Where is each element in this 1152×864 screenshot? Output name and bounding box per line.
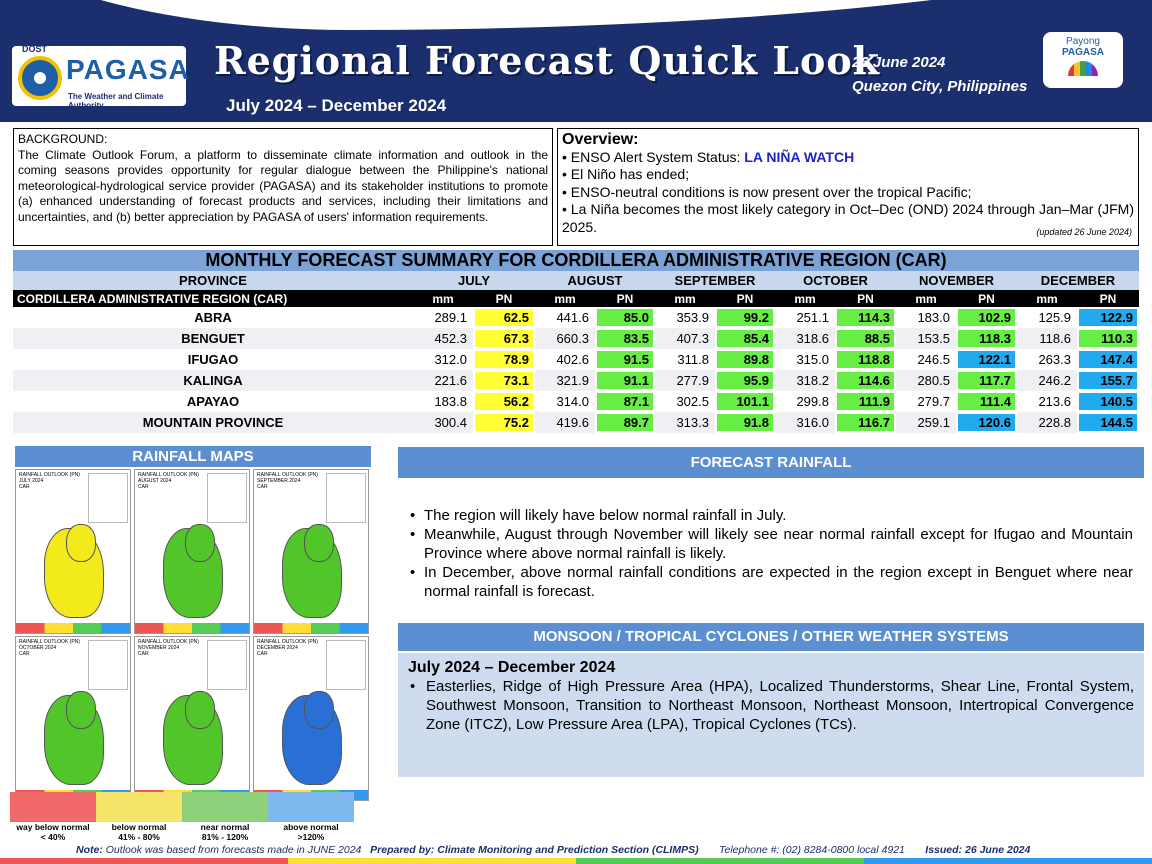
- background-text: The Climate Outlook Forum, a platform to disseminate climate information and outlook in the coming seasons provides opportunity for regular dialogue between the Philippine's national meteorological-hydrological service provider (PAGASA) and its stakeholder institutions to promote (a) enhanced understanding of forecast products and services, including their limitations and uncertainties, and (b) better appreciation by PAGASA of users' information requirements.: [18, 147, 548, 224]
- rainfall-map-title: RAINFALL OUTLOOK (PN) DECEMBER 2024 CAR: [257, 639, 318, 657]
- month-header: OCTOBER: [775, 271, 896, 290]
- rainfall-pn-cell: [956, 391, 1017, 412]
- agency-name: PAGASA: [66, 54, 190, 85]
- rainfall-pn-cell: [595, 349, 655, 370]
- rainfall-pn-cell: [1077, 307, 1139, 328]
- payong-label: Payong: [1066, 36, 1100, 47]
- pagasa-seal-icon: [18, 56, 62, 100]
- map-color-bar: [135, 623, 249, 633]
- rainfall-mm: 299.8: [796, 394, 829, 409]
- forecast-rainfall-item: • In December, above normal rainfall conditions are expected in the region except in Benguet where near normal rainfall is forecast.: [408, 563, 1133, 601]
- rainfall-mm: 246.5: [917, 352, 950, 367]
- region-label: CORDILLERA ADMINISTRATIVE REGION (CAR): [13, 290, 413, 307]
- philippines-inset-map: [326, 640, 366, 690]
- table-row: [13, 412, 1139, 433]
- rainfall-mm: 318.6: [775, 328, 835, 349]
- month-header: JULY: [413, 271, 535, 290]
- province-name: APAYAO: [186, 394, 240, 409]
- rainfall-pn: 62.5: [475, 309, 533, 326]
- rainfall-pn-cell: [956, 370, 1017, 391]
- mm-header: mm: [655, 290, 715, 307]
- rainfall-pn: 83.5: [597, 330, 653, 347]
- page-title: Regional Forecast Quick Look: [214, 38, 881, 83]
- rainfall-map: [15, 469, 131, 634]
- header-swoosh: [0, 0, 1152, 30]
- rainfall-map-title: RAINFALL OUTLOOK (PN) NOVEMBER 2024 CAR: [138, 639, 199, 657]
- background-label: BACKGROUND:: [18, 132, 108, 146]
- legend-category: near normal: [200, 822, 250, 832]
- overview-item: • ENSO-neutral conditions is now present over the tropical Pacific;: [562, 183, 972, 200]
- rainfall-pn: 116.7: [837, 414, 894, 431]
- province-name: BENGUET: [13, 328, 413, 349]
- rainfall-mm: 419.6: [535, 412, 595, 433]
- legend-category: below normal: [111, 822, 167, 832]
- rainfall-pn-cell: [835, 370, 896, 391]
- forecast-rainfall-title: FORECAST RAINFALL: [398, 447, 1144, 478]
- rainfall-maps-title: RAINFALL MAPS: [15, 446, 371, 467]
- rainfall-pn: 144.5: [1079, 414, 1137, 431]
- legend-swatch: [96, 792, 182, 822]
- rainfall-mm: 313.3: [655, 412, 715, 433]
- pn-header: PN: [956, 290, 1017, 307]
- month-header: AUGUST: [535, 271, 655, 290]
- legend-swatch: [268, 792, 354, 822]
- region-shape: [304, 524, 334, 562]
- rainfall-mm: 259.1: [896, 412, 956, 433]
- mm-header: mm: [535, 290, 595, 307]
- pn-header: PN: [473, 290, 535, 307]
- rainfall-pn: 88.5: [837, 330, 894, 347]
- rainfall-pn: 101.1: [717, 393, 773, 410]
- pn-header: PN: [835, 290, 896, 307]
- mm-header: mm: [413, 290, 473, 307]
- footer-telephone: Telephone #: (02) 8284-0800 local 4921: [719, 844, 905, 856]
- region-shape: [304, 691, 334, 729]
- rainfall-mm: 660.3: [535, 328, 595, 349]
- rainfall-mm: 314.0: [556, 394, 589, 409]
- rainfall-pn: 111.9: [837, 393, 894, 410]
- rainfall-mm: 318.2: [775, 370, 835, 391]
- rainfall-mm: 251.1: [796, 310, 829, 325]
- rainfall-pn: 147.4: [1079, 351, 1137, 368]
- table-row: [13, 391, 1139, 412]
- rainfall-pn-cell: [595, 412, 655, 433]
- rainfall-mm: 302.5: [676, 394, 709, 409]
- legend-swatch: [10, 792, 96, 822]
- rainfall-map: [134, 636, 250, 801]
- monsoon-title: MONSOON / TROPICAL CYCLONES / OTHER WEATHER SYSTEMS: [398, 623, 1144, 651]
- overview-updated: (updated 26 June 2024): [1036, 226, 1132, 237]
- province-name: ABRA: [194, 310, 232, 325]
- region-shape: [185, 524, 215, 562]
- rainfall-pn: 111.4: [958, 393, 1015, 410]
- overview-item: • El Niño has ended;: [562, 166, 690, 182]
- rainfall-pn-cell: [835, 328, 896, 349]
- rainfall-mm: 246.2: [1017, 370, 1077, 391]
- rainfall-mm: 407.3: [655, 328, 715, 349]
- legend-label: [10, 822, 96, 842]
- rainfall-mm: 277.9: [655, 370, 715, 391]
- footer-issued: Issued: 26 June 2024: [925, 844, 1031, 856]
- mm-header: mm: [775, 290, 835, 307]
- rainfall-pn-cell: [473, 349, 535, 370]
- issue-date: 26 June 2024: [852, 54, 946, 71]
- table-row: [13, 370, 1139, 391]
- rainfall-mm: 125.9: [1038, 310, 1071, 325]
- rainfall-mm: 311.8: [677, 352, 709, 367]
- rainfall-pn: 56.2: [475, 393, 533, 410]
- table-row: [13, 328, 1139, 349]
- rainfall-pn: 102.9: [958, 309, 1015, 326]
- rainfall-pn: 85.0: [597, 309, 653, 326]
- rainfall-pn-cell: [1077, 370, 1139, 391]
- footer-color-stripe: [0, 858, 1152, 864]
- region-shape: [66, 691, 96, 729]
- legend-category: way below normal: [16, 822, 90, 832]
- rainfall-mm: 315.0: [796, 352, 829, 367]
- rainfall-mm: 183.0: [917, 310, 950, 325]
- rainfall-pn-cell: [835, 307, 896, 328]
- rainfall-pn: 89.7: [597, 414, 653, 431]
- forecast-period: July 2024 – December 2024: [226, 96, 447, 115]
- rainfall-pn: 89.8: [717, 351, 773, 368]
- rainfall-mm: 452.3: [413, 328, 473, 349]
- rainfall-mm: 280.5: [896, 370, 956, 391]
- mm-header: mm: [896, 290, 956, 307]
- overview-box: [557, 128, 1139, 246]
- province-name: IFUGAO: [187, 352, 239, 367]
- rainfall-map-title: RAINFALL OUTLOOK (PN) OCTOBER 2024 CAR: [19, 639, 80, 657]
- province-header: PROVINCE: [13, 271, 413, 290]
- monsoon-period: July 2024 – December 2024: [408, 659, 616, 676]
- rainfall-pn-cell: [956, 328, 1017, 349]
- legend-range: < 40%: [40, 832, 66, 842]
- legend-range: 81% - 120%: [201, 832, 249, 842]
- rainfall-pn: 118.3: [958, 330, 1015, 347]
- rainfall-pn-cell: [835, 412, 896, 433]
- philippines-inset-map: [207, 473, 247, 523]
- month-header: SEPTEMBER: [655, 271, 775, 290]
- rainfall-pn: 91.5: [597, 351, 653, 368]
- rainfall-mm: 228.8: [1017, 412, 1077, 433]
- rainfall-pn-cell: [473, 328, 535, 349]
- rainfall-map: [15, 636, 131, 801]
- province-name: MOUNTAIN PROVINCE: [13, 412, 413, 433]
- rainfall-pn-cell: [595, 307, 655, 328]
- rainfall-map: [134, 469, 250, 634]
- enso-status-label: • ENSO Alert System Status:: [562, 148, 741, 165]
- pn-header: PN: [595, 290, 655, 307]
- legend-swatch: [182, 792, 268, 822]
- rainfall-pn-cell: [595, 370, 655, 391]
- mm-header: mm: [1017, 290, 1077, 307]
- rainfall-pn: 117.7: [958, 372, 1015, 389]
- summary-title: MONTHLY FORECAST SUMMARY FOR CORDILLERA ADMINISTRATIVE REGION (CAR): [13, 250, 1139, 271]
- map-color-bar: [16, 623, 130, 633]
- region-shape: [66, 524, 96, 562]
- payong-pagasa-label: PAGASA: [1061, 47, 1105, 58]
- forecast-rainfall-item: • Meanwhile, August through November will likely see near normal rainfall except for Ifugao and Mountain Province where above normal rainfall is likely.: [408, 525, 1133, 563]
- province-name: KALINGA: [13, 370, 413, 391]
- rainfall-mm: 441.6: [556, 310, 589, 325]
- month-header: DECEMBER: [1017, 271, 1139, 290]
- rainfall-pn: 85.4: [717, 330, 773, 347]
- rainfall-mm: 118.6: [1017, 328, 1077, 349]
- rainfall-pn: 140.5: [1079, 393, 1137, 410]
- rainfall-pn-cell: [715, 370, 775, 391]
- philippines-inset-map: [326, 473, 366, 523]
- rainfall-mm: 221.6: [413, 370, 473, 391]
- rainfall-map-title: RAINFALL OUTLOOK (PN) AUGUST 2024 CAR: [138, 472, 199, 490]
- rainfall-pn: 114.6: [837, 372, 894, 389]
- rainfall-mm: 402.6: [556, 352, 589, 367]
- overview-item: • La Niña becomes the most likely category in Oct–Dec (OND) 2024 through Jan–Mar (JFM) 2025.: [562, 201, 1134, 235]
- agency-tagline: The Weather and Climate Authority: [68, 92, 164, 110]
- monsoon-systems: • Easterlies, Ridge of High Pressure Area (HPA), Localized Thunderstorms, Shear Line, Frontal System, Southwest Monsoon, Transition to Northeast Monsoon, Northeast Monsoon, Intertropical Convergence Zone (ITCZ), Low Pressure Area (LPA), Tropical Cyclones (TCs).: [408, 677, 1134, 734]
- rainfall-map-title: RAINFALL OUTLOOK (PN) SEPTEMBER 2024 CAR: [257, 472, 318, 490]
- rainfall-pn-cell: [473, 307, 535, 328]
- rainfall-mm: 213.6: [1038, 394, 1071, 409]
- footer-note: Outlook was based from forecasts made in JUNE 2024: [105, 844, 362, 856]
- rainfall-pn: 75.2: [475, 414, 533, 431]
- pagasa-logo: [10, 44, 188, 108]
- rainfall-pn: 91.1: [597, 372, 653, 389]
- region-shape: [185, 691, 215, 729]
- rainfall-pn-cell: [715, 328, 775, 349]
- footer: [76, 844, 1030, 856]
- rainfall-mm: 321.9: [535, 370, 595, 391]
- background-box: [13, 128, 553, 246]
- rainfall-pn: 114.3: [837, 309, 894, 326]
- forecast-summary-table: [13, 271, 1139, 433]
- rainfall-pn-cell: [595, 391, 655, 412]
- umbrella-icon: [1068, 61, 1098, 76]
- rainfall-pn-cell: [835, 349, 896, 370]
- rainfall-pn: 67.3: [475, 330, 533, 347]
- footer-prepared: Prepared by: Climate Monitoring and Prediction Section (CLIMPS): [370, 844, 699, 856]
- rainfall-pn: 87.1: [597, 393, 653, 410]
- rainfall-mm: 263.3: [1038, 352, 1071, 367]
- forecast-rainfall-list: [408, 506, 1133, 601]
- pn-header: PN: [1077, 290, 1139, 307]
- enso-status-value: LA NIÑA WATCH: [744, 148, 855, 165]
- rainfall-map: [253, 636, 369, 801]
- dost-label: DOST: [22, 44, 48, 54]
- rainfall-pn-cell: [715, 307, 775, 328]
- legend-label: [268, 822, 354, 842]
- rainfall-pn: 122.1: [958, 351, 1015, 368]
- rainfall-mm: 289.1: [434, 310, 467, 325]
- rainfall-pn-cell: [956, 349, 1017, 370]
- rainfall-pn-cell: [715, 412, 775, 433]
- rainfall-pn-cell: [1077, 328, 1139, 349]
- rainfall-mm: 153.5: [896, 328, 956, 349]
- legend-category: above normal: [283, 822, 339, 832]
- rainfall-pn: 91.8: [717, 414, 773, 431]
- map-color-bar: [254, 623, 368, 633]
- rainfall-map: [253, 469, 369, 634]
- table-row: [13, 349, 1139, 370]
- issue-place: Quezon City, Philippines: [852, 78, 1028, 95]
- rainfall-pn: 122.9: [1079, 309, 1137, 326]
- rainfall-pn: 78.9: [475, 351, 533, 368]
- rainfall-pn-cell: [473, 370, 535, 391]
- rainfall-pn-cell: [595, 328, 655, 349]
- rainfall-mm: 316.0: [775, 412, 835, 433]
- rainfall-pn: 120.6: [958, 414, 1015, 431]
- rainfall-pn-cell: [473, 412, 535, 433]
- rainfall-pn-cell: [1077, 391, 1139, 412]
- rainfall-pn-cell: [835, 391, 896, 412]
- legend-range: >120%: [297, 832, 325, 842]
- legend-range: 41% - 80%: [118, 832, 160, 842]
- rainfall-pn-cell: [956, 307, 1017, 328]
- month-header: NOVEMBER: [896, 271, 1017, 290]
- philippines-inset-map: [88, 473, 128, 523]
- legend-label: [182, 822, 268, 842]
- rainfall-mm: 300.4: [413, 412, 473, 433]
- rainfall-pn: 95.9: [717, 372, 773, 389]
- rainfall-map-title: RAINFALL OUTLOOK (PN) JULY 2024 CAR: [19, 472, 80, 490]
- rainfall-pn: 155.7: [1079, 372, 1137, 389]
- rainfall-pn-cell: [1077, 412, 1139, 433]
- rainfall-mm: 312.0: [434, 352, 467, 367]
- philippines-inset-map: [88, 640, 128, 690]
- payong-pagasa-logo: [1043, 32, 1123, 88]
- enso-status-line: [562, 149, 1134, 167]
- monsoon-box: [398, 653, 1144, 777]
- rainfall-mm: 183.8: [434, 394, 467, 409]
- rainfall-pn-cell: [956, 412, 1017, 433]
- rainfall-mm: 279.7: [917, 394, 950, 409]
- rainfall-pn: 73.1: [475, 372, 533, 389]
- rainfall-pn-cell: [1077, 349, 1139, 370]
- philippines-inset-map: [207, 640, 247, 690]
- rainfall-pn: 118.8: [837, 351, 894, 368]
- table-row: [13, 307, 1139, 328]
- pn-header: PN: [715, 290, 775, 307]
- rainfall-pn: 110.3: [1079, 330, 1137, 347]
- overview-title: Overview:: [562, 131, 639, 148]
- header-banner: [0, 0, 1152, 122]
- footer-note-label: Note:: [76, 844, 103, 856]
- rainfall-pn-cell: [473, 391, 535, 412]
- rainfall-pn-cell: [715, 391, 775, 412]
- forecast-rainfall-item: • The region will likely have below normal rainfall in July.: [408, 506, 1133, 525]
- rainfall-pn-cell: [715, 349, 775, 370]
- rainfall-pn: 99.2: [717, 309, 773, 326]
- legend-label: [96, 822, 182, 842]
- rainfall-mm: 353.9: [676, 310, 709, 325]
